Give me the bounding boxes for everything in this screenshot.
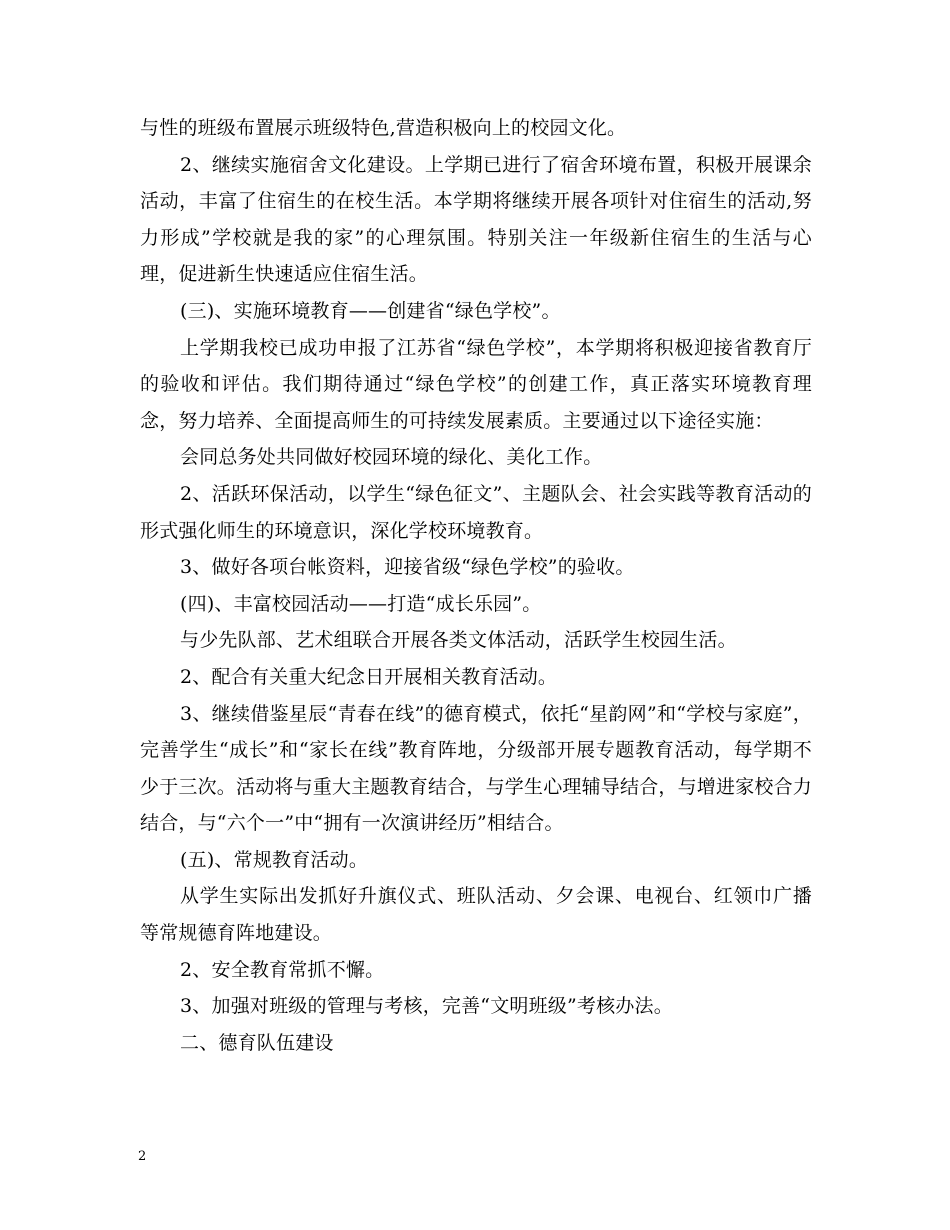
section-heading-5: (五)、常规教育活动。 [180, 848, 369, 871]
section-heading-4: (四)、丰富校园活动——打造“成长乐园”。 [180, 592, 542, 615]
paragraph-4: 上学期我校已成功申报了江苏省“绿色学校”，本学期将积极迎接省教育厅的验收和评估。我们期待通过“绿色学校”的创建工作，真正落实环境教育理念，努力培养、全面提高师生的可持续发展素质。主要通过以下途径实施： [140, 336, 812, 432]
page-number: 2 [138, 1149, 147, 1164]
paragraph-7: 3、做好各项台帐资料，迎接省级“绿色学校”的验收。 [180, 556, 635, 579]
paragraph-6: 2、活跃环保活动，以学生“绿色征文”、主题队会、社会实践等教育活动的形式强化师生的环境意识，深化学校环境教育。 [140, 482, 812, 542]
paragraph-1: 与性的班级布置展示班级特色,营造积极向上的校园文化。 [140, 117, 627, 139]
paragraph-10: 2、配合有关重大纪念日开展相关教育活动。 [180, 665, 558, 688]
paragraph-15: 3、加强对班级的管理与考核，完善“文明班级”考核办法。 [180, 995, 673, 1018]
paragraph-13: 从学生实际出发抓好升旗仪式、班队活动、夕会课、电视台、红领巾广播等常规德育阵地建设。 [140, 885, 812, 945]
paragraph-5: 会同总务处共同做好校园环境的绿化、美化工作。 [180, 446, 603, 469]
paragraph-14: 2、安全教育常抓不懈。 [180, 958, 385, 981]
chapter-heading: 二、德育队伍建设 [180, 1031, 334, 1054]
paragraph-2: 2、继续实施宿舍文化建设。上学期已进行了宿舍环境布置，积极开展课余活动，丰富了住宿生的在校生活。本学期将继续开展各项针对住宿生的活动,努力形成”学校就是我的家”的心理氛围。特别关注一年级新住宿生的生活与心理，促进新生快速适应住宿生活。 [140, 153, 812, 286]
paragraph-11: 3、继续借鉴星辰“青春在线”的德育模式，依托“星韵网”和“学校与家庭”，完善学生“成长”和“家长在线”教育阵地，分级部开展专题教育活动，每学期不少于三次。活动将与重大主题教育结合，与学生心理辅导结合，与增进家校合力结合，与“六个一”中“拥有一次演讲经历”相结合。 [140, 702, 813, 835]
document-body [140, 110, 812, 1061]
paragraph-9: 与少先队部、艺术组联合开展各类文体活动，活跃学生校园生活。 [180, 629, 737, 652]
section-heading-3: (三)、实施环境教育——创建省“绿色学校”。 [180, 299, 561, 322]
